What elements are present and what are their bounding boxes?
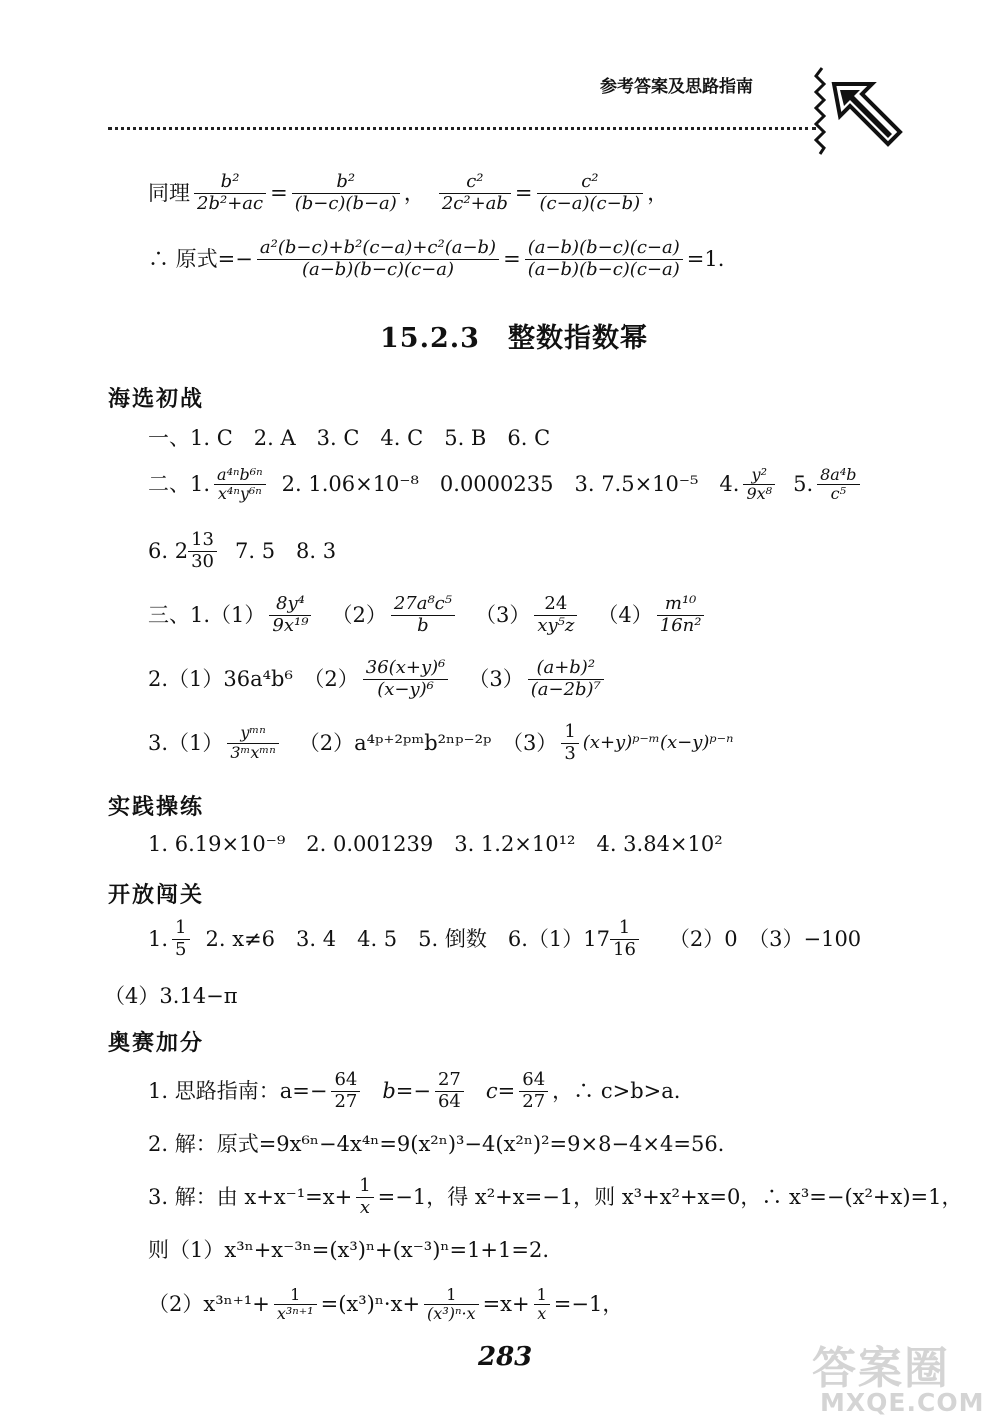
page-number: 283 bbox=[478, 1342, 533, 1372]
answer-line: 2. 解：原式=9x⁶ⁿ−4x⁴ⁿ=9(x²ⁿ)³−4(x²ⁿ)²=9×8−4×4=56. bbox=[148, 1132, 725, 1156]
fraction: $\frac{(a-b)(b-c)(c-a)}{(a-b)(b-c)(c-a)}$ bbox=[525, 238, 683, 280]
fraction: $\frac{1}{\text{(x³)ⁿ·x}}$ bbox=[424, 1286, 479, 1324]
fraction: $\frac{13}{30}$ bbox=[188, 530, 217, 572]
fraction: $\frac{\text{c²}}{\text{2c²+ab}}$ bbox=[439, 172, 511, 214]
answer-line: 一、1. C 2. A 3. C 4. C 5. B 6. C bbox=[148, 426, 551, 450]
fraction: $\frac{1}{x}$ bbox=[356, 1176, 373, 1218]
section-heading: 开放闯关 bbox=[108, 883, 205, 908]
answer-line: 1. 6.19×10⁻⁹ 2. 0.001239 3. 1.2×10¹² 4. 3.84×10² bbox=[148, 832, 723, 856]
section-heading: 奥赛加分 bbox=[108, 1031, 205, 1056]
arrow-icon bbox=[812, 64, 912, 156]
answer-line: （4）3.14−π bbox=[104, 984, 238, 1008]
fraction: $\frac{\text{36(x+y)⁶}}{\text{(x−y)⁶}}$ bbox=[363, 658, 449, 700]
section-heading: 实践操练 bbox=[108, 795, 205, 820]
fraction: $\frac{\text{b²}}{\text{2b²+ac}}$ bbox=[194, 172, 266, 214]
answer-line: 3.（1） $\frac{\text{yᵐⁿ}}{\text{3ᵐxᵐⁿ}}$ （2）a⁴ᵖ⁺²ᵖᵐb²ⁿᵖ⁻²ᵖ （3） $\frac{1}{3}$ (x+y)ᵖ⁻ᵐ(x−y)ᵖ⁻ⁿ bbox=[148, 721, 734, 764]
header-dotted-rule bbox=[108, 127, 816, 130]
answer-line: （2）x³ⁿ⁺¹+ $\frac{1}{\text{x³ⁿ⁺¹}}$ =(x³)ⁿ·x+ $\frac{1}{\text{(x³)ⁿ·x}}$ =x+ $\frac{1}{x}$ =−1， bbox=[148, 1285, 624, 1324]
top-line-1: 同理 $\frac{\text{b²}}{\text{2b²+ac}}$ = $\frac{\text{b²}}{(b-c)(b-a)}$ ， $\frac{\text{c²}}{\text{2c²+ab}}$ = $\frac{\text{c²}}{(c-a)(c-b)}$ ， bbox=[148, 171, 669, 214]
watermark-logo: 答案圈 bbox=[812, 1343, 950, 1394]
fraction: $\frac{\text{b²}}{(b-c)(b-a)}$ bbox=[292, 172, 400, 214]
fraction: $\frac{\text{c²}}{(c-a)(c-b)}$ bbox=[537, 172, 644, 214]
header-title: 参考答案及思路指南 bbox=[600, 77, 753, 97]
answer-line: 1. $\frac{1}{5}$ 2. x≠6 3. 4 4. 5 5. 倒数 6.（1）17 $\frac{1}{16}$ （2）0 （3）−100 bbox=[148, 917, 862, 960]
fraction: $\frac{\text{y²}}{\text{9x⁸}}$ bbox=[743, 466, 775, 504]
answer-line: 3. 解：由 x+x⁻¹=x+ $\frac{1}{x}$ =−1，得 x²+x=−1，则 x³+x²+x=0，∴ x³=−(x²+x)=1， bbox=[148, 1175, 963, 1218]
fraction: $\frac{\text{(a+b)²}}{\text{(a−2b)⁷}}$ bbox=[528, 658, 604, 700]
fraction: $\frac{\text{27a⁸c⁵}}{b}$ bbox=[391, 594, 455, 636]
section-heading: 海选初战 bbox=[108, 387, 205, 412]
fraction: $\frac{\text{8a⁴b}}{\text{c⁵}}$ bbox=[817, 466, 859, 504]
fraction: $\frac{1}{x}$ bbox=[534, 1286, 550, 1324]
fraction: $\frac{1}{3}$ bbox=[561, 722, 578, 764]
answer-line: 则（1）x³ⁿ+x⁻³ⁿ=(x³)ⁿ+(x⁻³)ⁿ=1+1=2. bbox=[148, 1238, 550, 1262]
fraction: $\frac{64}{27}$ bbox=[331, 1070, 360, 1112]
fraction: $\frac{64}{27}$ bbox=[519, 1070, 548, 1112]
fraction: $\frac{\text{a⁴ⁿb⁶ⁿ}}{\text{x⁴ⁿy⁶ⁿ}}$ bbox=[214, 466, 266, 504]
fraction: $\frac{\text{a²(b−c)+b²(c−a)+c²(a−b)}}{(a-b)(b-c)(c-a)}$ bbox=[257, 238, 499, 280]
answer-line: 6. 2 $\frac{13}{30}$ 7. 5 8. 3 bbox=[148, 529, 337, 572]
fraction: $\frac{1}{16}$ bbox=[610, 918, 639, 960]
answer-line: 三、1.（1） $\frac{\text{8y⁴}}{\text{9x¹⁹}}$ （2） $\frac{\text{27a⁸c⁵}}{b}$ （3） $\frac{24}{\text{xy⁵z}}$ （4） $\frac{\text{m¹⁰}}{\text{16n²}}$ bbox=[148, 594, 708, 636]
answer-line: 1. 思路指南：a=− $\frac{64}{27}$ b=− $\frac{27}{64}$ c= $\frac{64}{27}$ ，∴ c>b>a. bbox=[148, 1069, 681, 1112]
fraction: $\frac{27}{64}$ bbox=[435, 1070, 464, 1112]
fraction: $\frac{1}{5}$ bbox=[172, 918, 189, 960]
top-line-2: ∴ 原式=− $\frac{\text{a²(b−c)+b²(c−a)+c²(a−b)}}{(a-b)(b-c)(c-a)}$ = $\frac{(a-b)(b-c)(c-a)}{(a-b)(b-c)(c-a)}$ =1. bbox=[148, 237, 725, 280]
fraction: $\frac{24}{\text{xy⁵z}}$ bbox=[534, 594, 577, 636]
fraction: $\frac{1}{\text{x³ⁿ⁺¹}}$ bbox=[274, 1286, 317, 1324]
top-prefix: 同理 bbox=[148, 180, 190, 205]
fraction: $\frac{\text{yᵐⁿ}}{\text{3ᵐxᵐⁿ}}$ bbox=[227, 724, 278, 762]
fraction: $\frac{\text{8y⁴}}{\text{9x¹⁹}}$ bbox=[269, 594, 311, 636]
answer-line: 2.（1）36a⁴b⁶ （2） $\frac{\text{36(x+y)⁶}}{\text{(x−y)⁶}}$ （3） $\frac{\text{(a+b)²}}{\text{(a−2b)⁷}}$ bbox=[148, 658, 608, 700]
section-title: 15.2.3 整数指数幂 bbox=[380, 323, 648, 354]
answer-line: 二、1. $\frac{\text{a⁴ⁿb⁶ⁿ}}{\text{x⁴ⁿy⁶ⁿ}}$ 2. 1.06×10⁻⁸ 0.0000235 3. 7.5×10⁻⁵ 4. $\frac{\text{y²}}{\text{9x⁸}}$ 5. $\frac{\text{8a⁴b}}{\text{c⁵}}$ bbox=[148, 466, 864, 504]
fraction: $\frac{\text{m¹⁰}}{\text{16n²}}$ bbox=[657, 594, 705, 636]
watermark-url: MXQE.COM bbox=[820, 1388, 985, 1417]
